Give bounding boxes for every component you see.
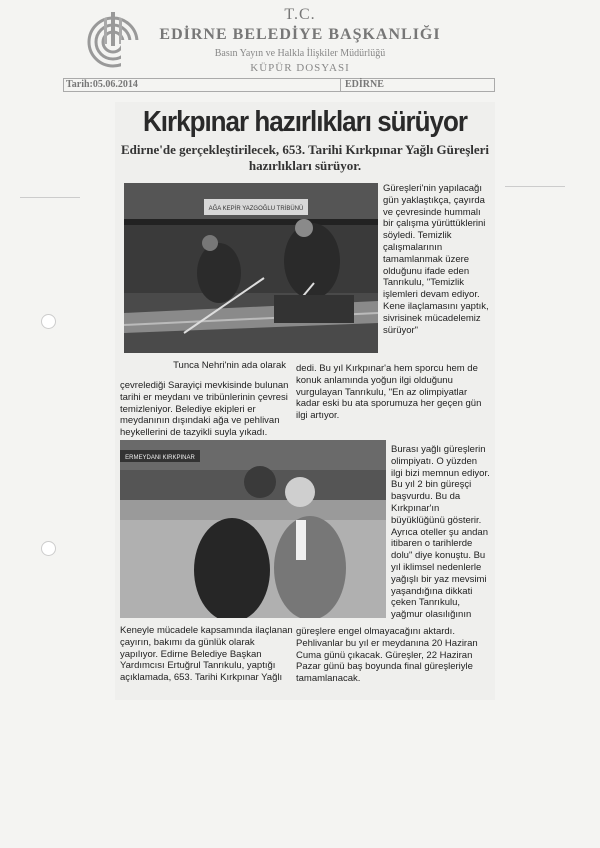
article-subhead: Edirne'de gerçekleştirilecek, 653. Tarihi Kırkpınar Yağlı Güreşleri hazırlıkları sürüyor. — [120, 142, 490, 173]
header-organization: EDİRNE BELEDİYE BAŞKANLIĞI — [159, 26, 441, 43]
photo1-caption: çevrelediği Sarayiçi mevkisinde bulunan tarihi er meydanı ve tribünlerinin çevresi temizleniyor. Belediye ekipleri er meydanının dışındaki ağa ve pehlivan heykellerini de tazyikli suyla yıkadı. — [120, 380, 289, 439]
crop-mark-left — [20, 197, 80, 198]
tribune-sign: AĞA KEPİR YAZGOĞLU TRİBÜNÜ — [208, 206, 304, 212]
field-sign: ERMEYDANI KIRKPINAR — [125, 455, 195, 461]
binder-hole-top — [41, 314, 56, 329]
binder-hole-bottom — [41, 541, 56, 556]
header-department: Basın Yayın ve Halkla İlişkiler Müdürlüğü — [214, 48, 386, 59]
clipping-date: Tarih:05.06.2014 — [66, 79, 138, 90]
photo-officials-on-field — [120, 440, 386, 618]
header-clipping-file: KÜPÜR DOSYASI — [250, 62, 350, 74]
clipping-city: EDİRNE — [345, 79, 384, 90]
article-headline: Kırkpınar hazırlıkları sürüyor — [142, 104, 467, 138]
date-bar-divider — [340, 78, 341, 92]
article-column-right-top: Güreşleri'nin yapılacağı gün yaklaştıkça, çayırda ve çevresinde hummalı bir çalışma yürüttüklerini söyledi. Temizlik çalışmalarının tamamlanmak üzere olduğunu ifade eden Tanrıkulu, "Temizlik işlemleri devam ediyor. Kene ilaçlamasını yaptık, sivrisinek mücadelemiz sürüyor" — [383, 183, 489, 336]
header-tc: T.C. — [284, 6, 316, 23]
photo2-caption: Keneyle mücadele kapsamında ilaçlanan çayırın, bakımı da günlük olarak yapılıyor. Edirne Belediye Başkan Yardımcısı Ertuğrul Tanrıkulu, yaptığı açıklamada, 653. Tarihi Kırkpınar Yağlı — [120, 625, 293, 684]
article-column-bottom: güreşlere engel olmayacağını aktardı. Pehlivanlar bu yıl er meydanına 20 Haziran Cuma günü çıkacak. Güreşler, 22 Haziran Pazar günü baş boyunda final güreşleriyle tamamlanacak. — [296, 626, 478, 685]
article-column-right-bottom: Burası yağlı güreşlerin olimpiyatı. O yüzden ilgi bizi memnun ediyor. Bu yıl 2 bin güreşçi başvurdu. Bu da Kırkpınar'ın büyüklüğünü gösterir. Ayrıca oteller şu andan itibaren o tarihlerde dolu" diye konuştu. Bu yıl iklimsel nedenlerle yağışlı bir yaz mevsimi yaşandığına dikkati çeken Tanrıkulu, yağmur olasılığının — [391, 444, 490, 621]
photo1-caption-title: Tunca Nehri'nin ada olarak — [173, 360, 286, 371]
photo-workers-cleaning — [124, 183, 378, 353]
article-column-middle: dedi. Bu yıl Kırkpınar'a hem sporcu hem de konuk anlamında yoğun ilgi olduğunu vurgulayan Tanrıkulu, "En az olimpiyatlar kadar eski bu ata sporumuza her geçen gün ilgi artıyor. — [296, 363, 482, 422]
crop-mark-right — [505, 186, 565, 187]
